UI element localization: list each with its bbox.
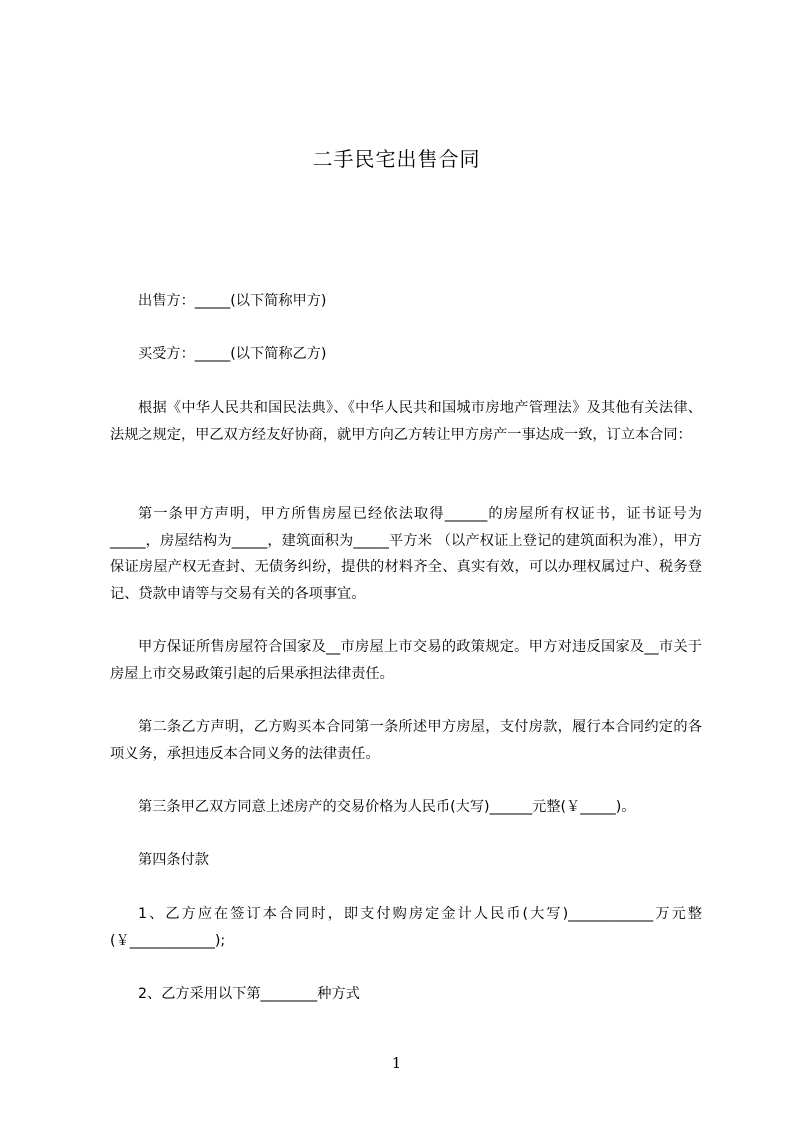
preamble-paragraph: 根据《中华人民共和国民法典》、《中华人民共和国城市房地产管理法》及其他有关法律、法规之规定，甲乙双方经友好协商，就甲方向乙方转让甲方房产一事达成一致，订立本合同： [110, 400, 702, 443]
buyer-line: 买受方：_____(以下简称乙方) [138, 346, 327, 362]
seller-line: 出售方：_____(以下简称甲方) [138, 293, 327, 309]
article-4-item-2: 2、乙方采用以下第________种方式 [138, 986, 360, 1002]
page-number: 1 [391, 1054, 402, 1072]
article-1-paragraph: 第一条甲方声明，甲方所售房屋已经依法取得______的房屋所有权证书，证书证号为_____，房屋结构为_____，建筑面积为_____平方米 （以产权证上登记的建筑面积为准），甲方保证房屋产权无查封、无债务纠纷，提供的材料齐全、真实有效，可以办理权属过户、税务登记、贷款申请等与交易有关的各项事宜。 [110, 506, 702, 602]
article-3-paragraph: 第三条甲乙双方同意上述房产的交易价格为人民币(大写)______元整(￥_____)。 [138, 799, 636, 815]
article-2-paragraph: 第二条乙方声明，乙方购买本合同第一条所述甲方房屋，支付房款，履行本合同约定的各项义务，承担违反本合同义务的法律责任。 [110, 719, 702, 762]
article-4-heading: 第四条付款 [138, 852, 209, 868]
contract-title: 二手民宅出售合同 [312, 147, 481, 171]
article-1-guarantee-paragraph: 甲方保证所售房屋符合国家及__市房屋上市交易的政策规定。甲方对违反国家及__市关于房屋上市交易政策引起的后果承担法律责任。 [110, 639, 702, 682]
article-4-item-1: 1、乙方应在签订本合同时，即支付购房定金计人民币(大写)____________万元整(￥____________); [110, 906, 702, 949]
